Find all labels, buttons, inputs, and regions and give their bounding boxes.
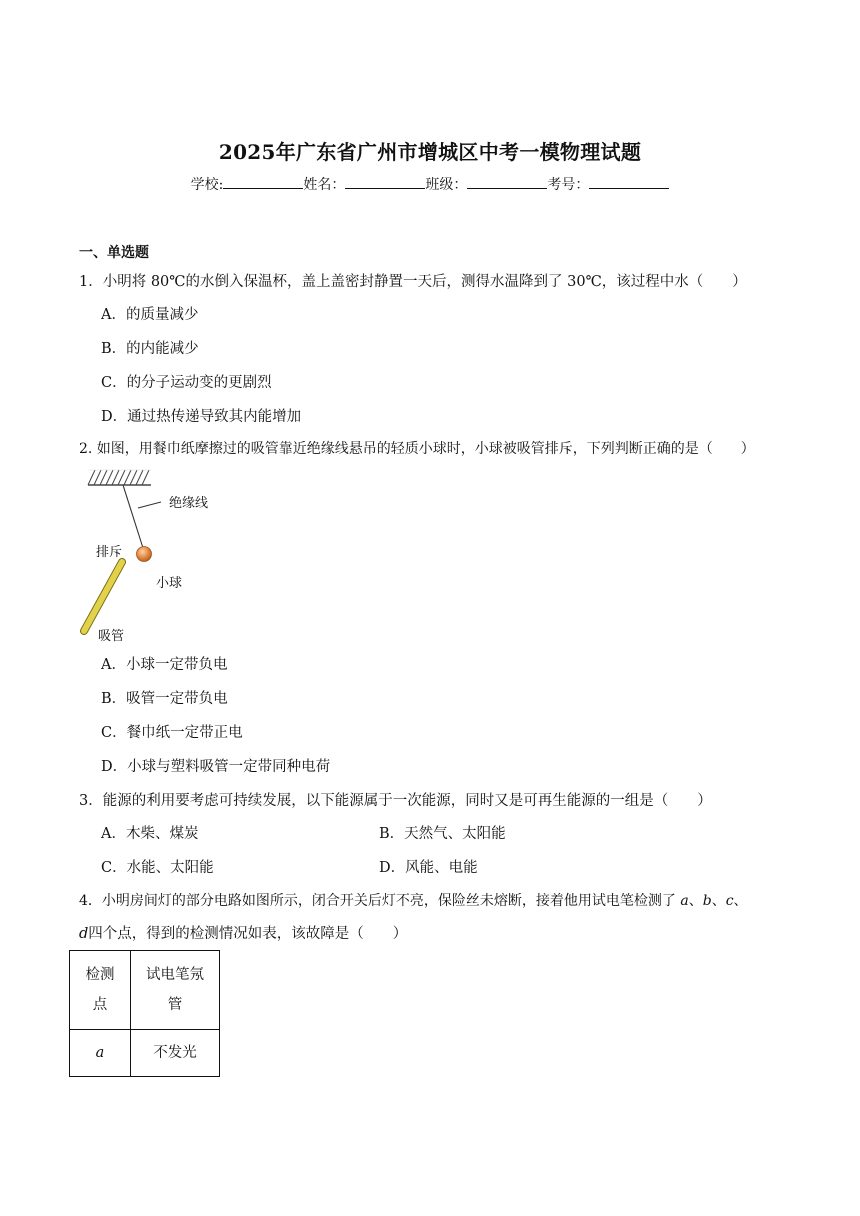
header-cell-neon-result (131, 951, 220, 1030)
question-1-option-d: D．通过热传递导致其内能增加 (101, 409, 302, 425)
label-straw: 吸管 (98, 629, 125, 644)
question-2-figure (76, 462, 236, 642)
question-3-option-c: C．水能、太阳能 (101, 860, 214, 876)
straw (84, 562, 122, 631)
question-4-text-line-2 (79, 922, 407, 943)
question-2-option-a: A．小球一定带负电 (101, 657, 228, 673)
question-2-option-c: C．餐巾纸一定带正电 (101, 725, 243, 741)
point-c: c (725, 893, 734, 909)
page-title: 2025年广东省广州市增城区中考一模物理试题 (218, 140, 642, 164)
label-insulating-wire: 绝缘线 (169, 496, 209, 511)
cell-point: a (70, 1030, 131, 1077)
header-cell-detection-point (70, 951, 131, 1030)
question-3-option-b: B．天然气、太阳能 (379, 826, 506, 842)
point-d: d (79, 926, 89, 942)
class-label: 班级： (425, 177, 468, 193)
table-row (70, 1030, 220, 1077)
point-a: a (680, 893, 689, 909)
name-label: 姓名： (303, 177, 346, 193)
insulating-wire (123, 485, 143, 548)
point-b: b (702, 893, 712, 909)
cell-result: 不发光 (131, 1030, 220, 1077)
school-label: 学校: (190, 177, 224, 193)
question-4-text-line-1 (79, 890, 748, 910)
question-3-option-a: A．木柴、煤炭 (101, 826, 199, 842)
question-3-text: 3．能源的利用要考虑可持续发展，以下能源属于一次能源，同时又是可再生能源的一组是（ ） (79, 793, 712, 809)
question-2-text: 2. 如图，用餐巾纸摩擦过的吸管靠近绝缘线悬吊的轻质小球时，小球被吸管排斥，下列判断正确的是（ ） (79, 441, 755, 457)
question-1-text: 1．小明将 80℃的水倒入保温杯，盖上盖密封静置一天后，测得水温降到了 30℃，该过程中水（ ） (79, 274, 747, 290)
exam-no-label: 考号： (547, 177, 590, 193)
question-3-option-d: D．风能、电能 (379, 860, 478, 876)
ceiling-hatch-icon (88, 470, 151, 485)
question-2-option-b: B．吸管一定带负电 (101, 691, 228, 707)
school-blank[interactable] (223, 176, 303, 189)
header-text: 点 (92, 997, 108, 1013)
question-1-option-b: B．的内能减少 (101, 341, 199, 357)
label-repel: 排斥 (96, 545, 123, 560)
question-2-option-d: D．小球与塑料吸管一定带同种电荷 (101, 759, 331, 775)
label-ball: 小球 (156, 576, 183, 591)
header-text: 管 (167, 997, 183, 1013)
class-blank[interactable] (467, 176, 547, 189)
detection-table (69, 950, 220, 1077)
section-title: 一、单选题 (79, 245, 149, 261)
question-4-text-suffix: 四个点，得到的检测情况如表，该故障是（ ） (88, 926, 408, 942)
wire-label-pointer (138, 502, 161, 508)
student-info-line (0, 174, 860, 194)
name-blank[interactable] (345, 176, 425, 189)
exam-no-blank[interactable] (589, 176, 669, 189)
table-header-row (70, 951, 220, 1030)
question-4-text-prefix: 4．小明房间灯的部分电路如图所示，闭合开关后灯不亮，保险丝未熔断，接着他用试电笔检测了 (79, 893, 676, 909)
separator: 、 (711, 893, 726, 909)
header-text: 检测 (85, 967, 115, 983)
small-ball (137, 547, 152, 562)
header-text: 试电笔氖 (146, 967, 204, 983)
question-1-option-a: A．的质量减少 (101, 307, 199, 323)
separator: 、 (733, 893, 748, 909)
question-1-option-c: C．的分子运动变的更剧烈 (101, 375, 272, 391)
separator: 、 (688, 893, 703, 909)
